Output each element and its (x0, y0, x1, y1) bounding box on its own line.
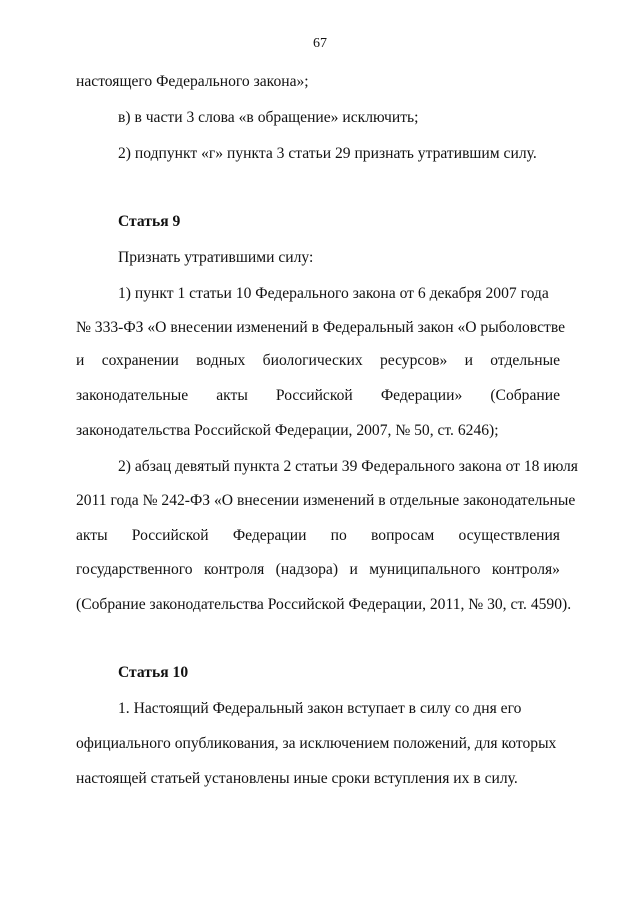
word: Федерации» (380, 387, 463, 404)
word: контроля» (491, 561, 560, 578)
word: по (330, 527, 347, 544)
justified-line (76, 560, 560, 580)
article-9-heading: Статья 9 (118, 213, 181, 230)
text-line: 1) пункт 1 статьи 10 Федерального закона от 6 декабря 2007 года (118, 285, 549, 302)
word: вопросам (371, 527, 435, 544)
text-line: законодательства Российской Федерации, 2007, № 50, ст. 6246); (76, 422, 499, 439)
justified-line (76, 351, 560, 371)
justified-line (76, 526, 560, 546)
word: отдельные (490, 352, 560, 369)
article-10-heading: Статья 10 (118, 664, 189, 681)
word: Российской (131, 527, 209, 544)
word: государственного (76, 561, 193, 578)
text-line: № 333-ФЗ «О внесении изменений в Федеральный закон «О рыболовстве (76, 319, 566, 336)
text-line: настоящего Федерального закона»; (76, 73, 309, 90)
word: сохранении (101, 352, 179, 369)
word: (Собрание (490, 387, 560, 404)
word: акты (76, 527, 108, 544)
word: и (76, 352, 85, 369)
word: водных (196, 352, 246, 369)
word: муниципального (369, 561, 481, 578)
text-line: 2) абзац девятый пункта 2 статьи 39 Федерального закона от 18 июля (118, 458, 578, 475)
word: законодательные (76, 387, 189, 404)
text-line: в) в части 3 слова «в обращение» исключить; (118, 109, 419, 126)
text-line: официального опубликования, за исключением положений, для которых (76, 735, 557, 752)
page-number: 67 (313, 36, 327, 51)
word: и (349, 561, 358, 578)
word: (надзора) (275, 561, 339, 578)
word: и (464, 352, 473, 369)
text-line: Признать утратившими силу: (118, 249, 314, 266)
text-line: (Собрание законодательства Российской Федерации, 2011, № 30, ст. 4590). (76, 596, 572, 613)
text-line: 2) подпункт «г» пункта 3 статьи 29 признать утратившим силу. (118, 145, 537, 162)
word: осуществления (458, 527, 560, 544)
text-line: 1. Настоящий Федеральный закон вступает в силу со дня его (118, 700, 522, 717)
word: биологических (262, 352, 363, 369)
word: Российской (275, 387, 353, 404)
text-line: настоящей статьей установлены иные сроки вступления их в силу. (76, 770, 518, 787)
word: акты (216, 387, 248, 404)
text-line: 2011 года № 242-ФЗ «О внесении изменений в отдельные законодательные (76, 492, 576, 509)
word: Федерации (232, 527, 307, 544)
justified-line (76, 386, 560, 406)
word: контроля (204, 561, 265, 578)
word: ресурсов» (379, 352, 448, 369)
